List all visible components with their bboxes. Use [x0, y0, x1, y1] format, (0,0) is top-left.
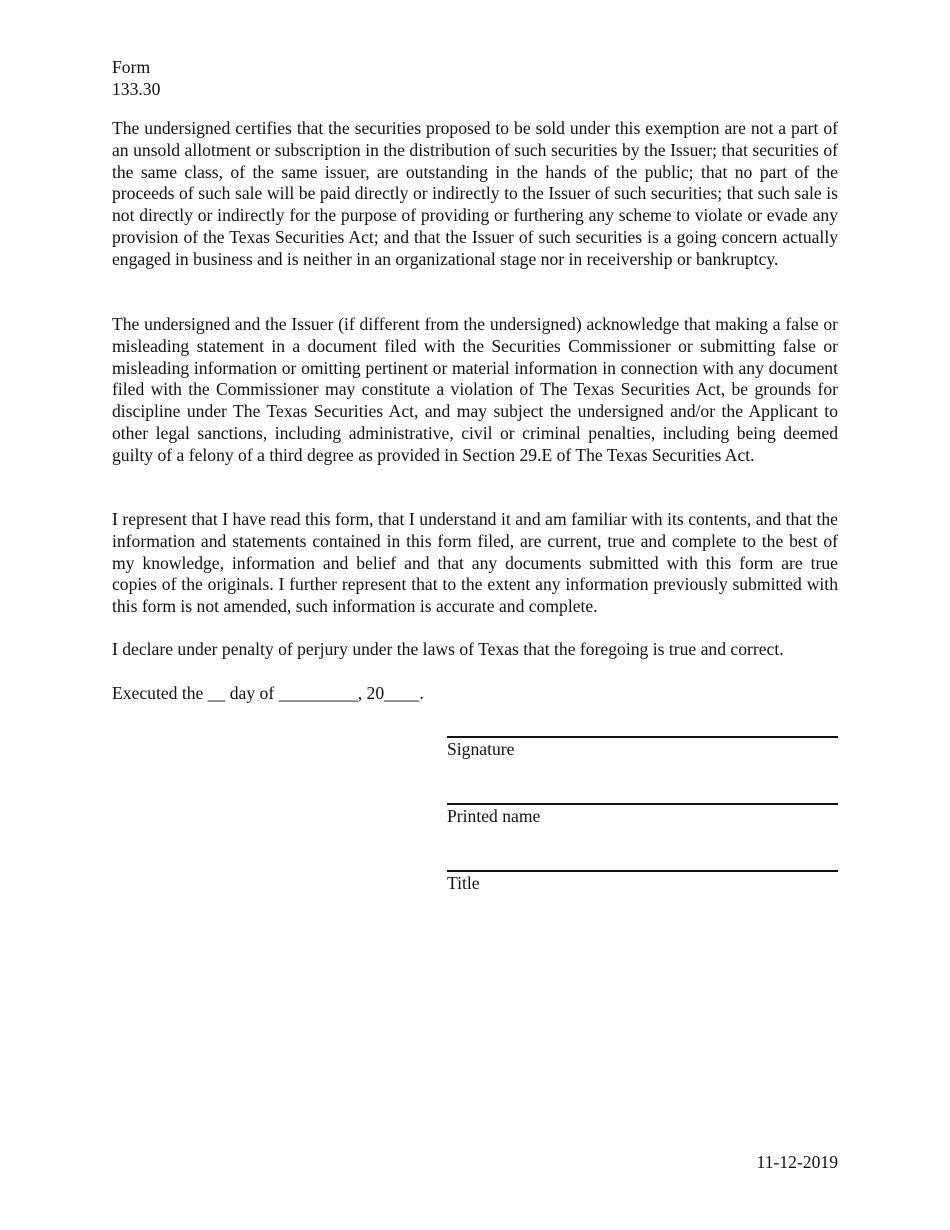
- certification-paragraph: The undersigned certifies that the securities proposed to be sold under this exemption are not a part of an unsold allotment or subscription in the distribution of such securities by the Issuer; that securities of the same class, of the same issuer, are outstanding in the hands of the public; that no part of the proceeds of such sale will be paid directly or indirectly to the Issuer of such securities; that such sale is not directly or indirectly for the purpose of providing or furthering any scheme to violate or evade any provision of the Texas Securities Act; and that the Issuer of such securities is a going concern actually engaged in business and is neither in an organizational stage nor in receivership or bankruptcy.: [112, 118, 838, 269]
- representation-paragraph: I represent that I have read this form, that I understand it and am familiar with its contents, and that the information and statements contained in this form filed, are current, true and complete to the best of my knowledge, information and belief and that any documents submitted with this form are true copies of the originals. I further represent that to the extent any information previously submitted with this form is not amended, such information is accurate and complete.: [112, 509, 838, 617]
- title-field[interactable]: [447, 870, 838, 895]
- signature-label: Signature: [447, 739, 515, 759]
- printed-name-field[interactable]: [447, 803, 838, 828]
- printed-name-line: [447, 803, 838, 805]
- printed-name-label: Printed name: [447, 806, 541, 826]
- perjury-declaration: I declare under penalty of perjury under the laws of Texas that the foregoing is true and correct.: [112, 639, 784, 659]
- title-label: Title: [447, 873, 480, 893]
- form-identifier: [112, 56, 160, 100]
- form-label: Form: [112, 57, 151, 77]
- revision-date: 11-12-2019: [756, 1152, 838, 1172]
- form-number: 133.30: [112, 79, 161, 99]
- signature-line: [447, 736, 838, 738]
- executed-date-line: Executed the __ day of _________, 20____.: [112, 683, 424, 703]
- signature-field[interactable]: [447, 736, 838, 761]
- title-line: [447, 870, 838, 872]
- acknowledgment-paragraph: The undersigned and the Issuer (if different from the undersigned) acknowledge that making a false or misleading statement in a document filed with the Securities Commissioner or submitting false or misleading information or omitting pertinent or material information in connection with any document filed with the Commissioner may constitute a violation of The Texas Securities Act, be grounds for discipline under The Texas Securities Act, and may subject the undersigned and/or the Applicant to other legal sanctions, including administrative, civil or criminal penalties, including being deemed guilty of a felony of a third degree as provided in Section 29.E of The Texas Securities Act.: [112, 314, 838, 465]
